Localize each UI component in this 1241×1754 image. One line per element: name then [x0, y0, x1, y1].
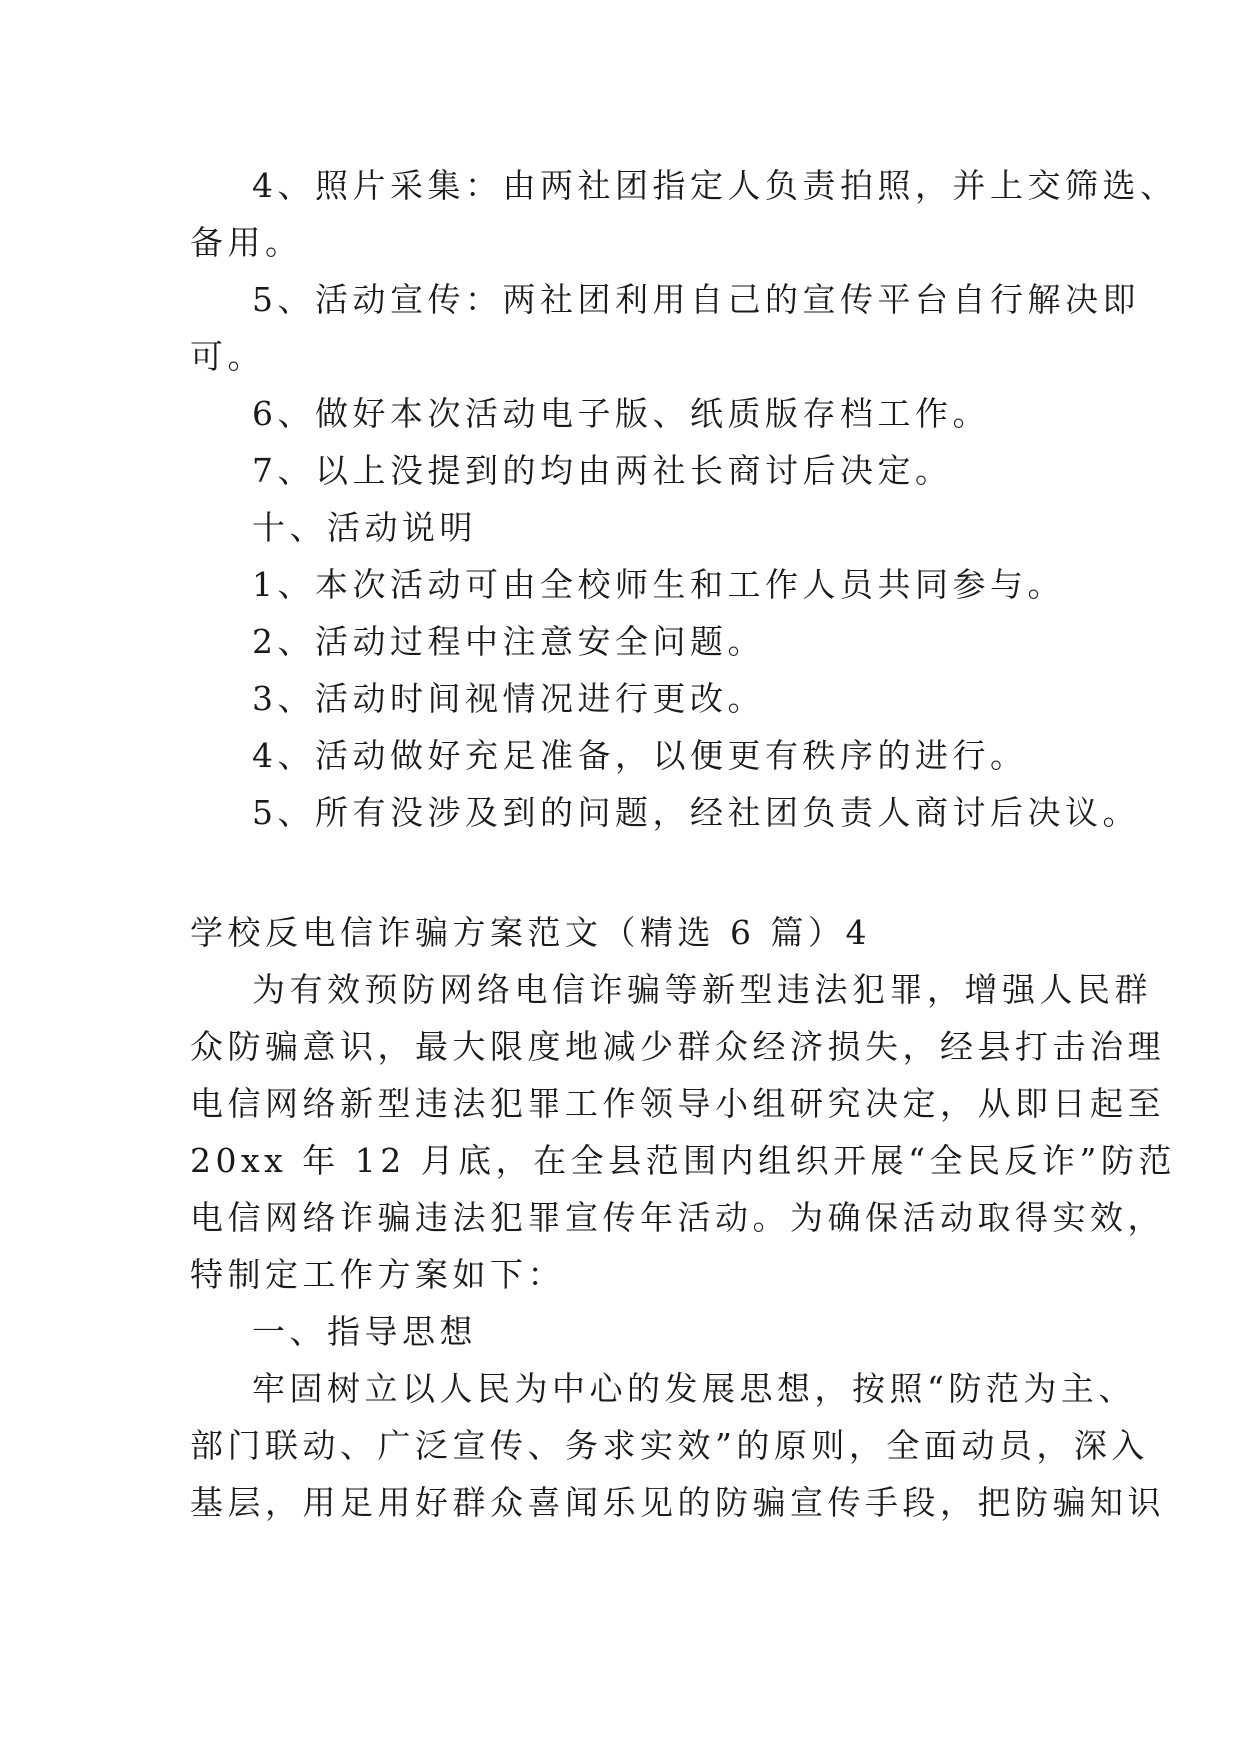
text-line: 5、所有没涉及到的问题，经社团负责人商讨后决议。 — [252, 793, 1140, 832]
text-line: 部门联动、广泛宣传、务求实效”的原则，全面动员，深入 — [190, 1426, 1149, 1465]
text-line: 1、本次活动可由全校师生和工作人员共同参与。 — [252, 565, 1065, 604]
text-line: 5、活动宣传：两社团利用自己的宣传平台自行解决即 — [252, 280, 1140, 319]
section-heading: 十、活动说明 — [252, 508, 477, 547]
text-line: 特制定工作方案如下： — [190, 1255, 565, 1294]
text-line: 4、照片采集：由两社团指定人负责拍照，并上交筛选、 — [252, 166, 1178, 205]
text-line: 电信网络诈骗违法犯罪宣传年活动。为确保活动取得实效， — [190, 1198, 1165, 1237]
text-line: 众防骗意识，最大限度地减少群众经济损失，经县打击治理 — [190, 1027, 1165, 1066]
article-title: 学校反电信诈骗方案范文（精选 6 篇）4 — [190, 913, 871, 952]
text-line: 4、活动做好充足准备，以便更有秩序的进行。 — [252, 736, 1028, 775]
text-line: 基层，用足用好群众喜闻乐见的防骗宣传手段，把防骗知识 — [190, 1483, 1165, 1522]
section-heading: 一、指导思想 — [252, 1312, 477, 1351]
text-line: 牢固树立以人民为中心的发展思想，按照“防范为主、 — [252, 1369, 1136, 1408]
text-line: 7、以上没提到的均由两社长商讨后决定。 — [252, 451, 953, 490]
text-line: 20xx 年 12 月底，在全县范围内组织开展“全民反诈”防范 — [190, 1141, 1176, 1180]
text-line: 2、活动过程中注意安全问题。 — [252, 622, 765, 661]
text-line: 为有效预防网络电信诈骗等新型违法犯罪，增强人民群 — [252, 970, 1152, 1009]
text-line: 6、做好本次活动电子版、纸质版存档工作。 — [252, 394, 990, 433]
text-line: 可。 — [190, 337, 265, 376]
text-line: 电信网络新型违法犯罪工作领导小组研究决定，从即日起至 — [190, 1084, 1165, 1123]
text-line: 3、活动时间视情况进行更改。 — [252, 679, 765, 718]
text-line: 备用。 — [190, 223, 303, 262]
